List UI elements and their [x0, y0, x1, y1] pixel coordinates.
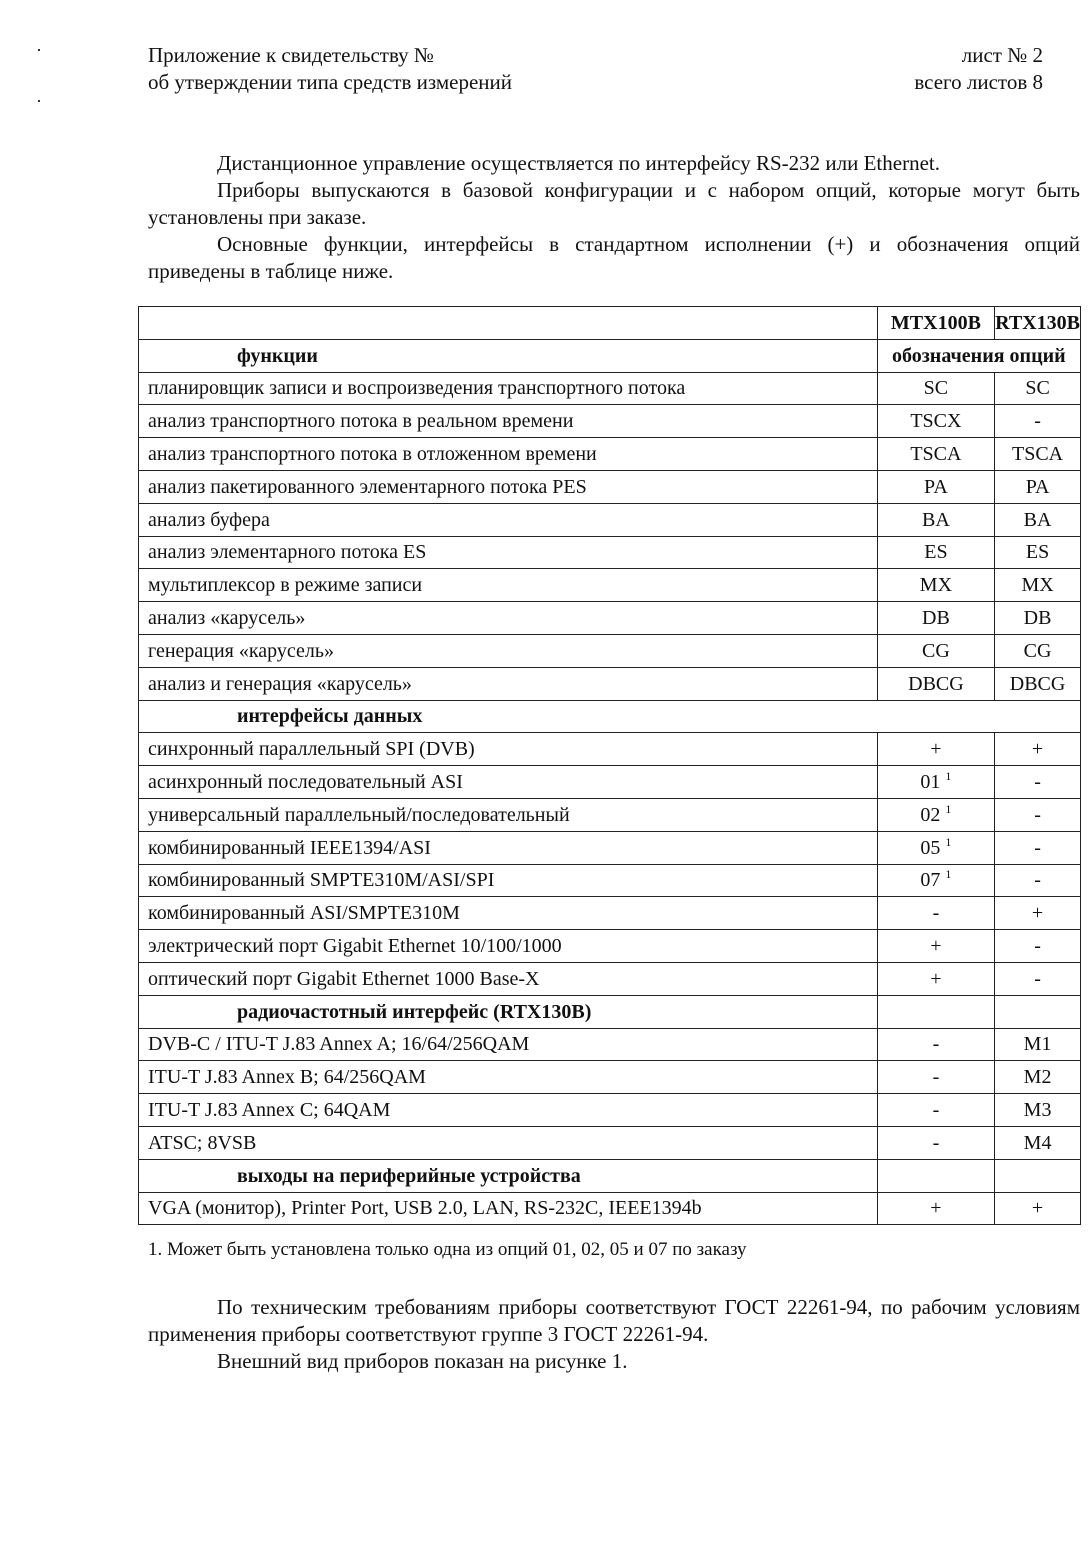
empty-cell	[995, 1159, 1081, 1192]
row-label: анализ буфера	[139, 503, 878, 536]
mtx-value: 01 $^1$	[877, 766, 994, 799]
mtx-value: DBCG	[877, 667, 994, 700]
row-label: мультиплексор в режиме записи	[139, 569, 878, 602]
row-label: комбинированный ASI/SMPTE310M	[139, 897, 878, 930]
closing-section	[148, 1294, 1080, 1375]
table-row	[139, 864, 1081, 897]
rtx-value: -	[995, 930, 1081, 963]
row-label: асинхронный последовательный ASI	[139, 766, 878, 799]
table-row	[139, 569, 1081, 602]
row-label: комбинированный SMPTE310M/ASI/SPI	[139, 864, 878, 897]
rtx-value: -	[995, 405, 1081, 438]
row-label: универсальный параллельный/последовательный	[139, 798, 878, 831]
section-header: выходы на периферийные устройства	[139, 1159, 878, 1192]
options-header: обозначения опций	[877, 339, 1080, 372]
footnote-marker: 1	[945, 801, 952, 816]
intro-paragraph-2: Приборы выпускаются в базовой конфигурации и с набором опций, которые могут быть установлены при заказе.	[148, 178, 1080, 229]
rtx-value: CG	[995, 634, 1081, 667]
table-row	[139, 1028, 1081, 1061]
rtx-value: M1	[995, 1028, 1081, 1061]
table-row	[139, 766, 1081, 799]
certificate-annex-subtitle: об утверждении типа средств измерений	[148, 70, 513, 94]
rtx-value: -	[995, 766, 1081, 799]
rtx-value: -	[995, 962, 1081, 995]
mtx-value: -	[877, 1094, 994, 1127]
footnote-marker: 1	[945, 867, 952, 882]
table-row	[139, 1094, 1081, 1127]
column-header-rtx130b: RTX130B	[995, 307, 1081, 340]
rtx-value: ES	[995, 536, 1081, 569]
empty-cell	[877, 995, 994, 1028]
table-row	[139, 405, 1081, 438]
mtx-value: TSCX	[877, 405, 994, 438]
rtx-value: +	[995, 1192, 1081, 1225]
table-row	[139, 1126, 1081, 1159]
empty-cell	[877, 1159, 994, 1192]
rtx-value: +	[995, 897, 1081, 930]
table-footnote: 1. Может быть установлена только одна из опций 01, 02, 05 и 07 по заказу	[148, 1239, 747, 1260]
rtx-value: +	[995, 733, 1081, 766]
rtx-value: -	[995, 798, 1081, 831]
table-row	[139, 798, 1081, 831]
table-row	[139, 930, 1081, 963]
mtx-value: -	[877, 1126, 994, 1159]
table-row	[139, 1192, 1081, 1225]
table-row	[139, 634, 1081, 667]
table-row	[139, 438, 1081, 471]
mtx-value: +	[877, 1192, 994, 1225]
functions-header: функции	[139, 339, 878, 372]
certificate-annex-title: Приложение к свидетельству №	[148, 43, 434, 67]
row-label: ITU-T J.83 Annex B; 64/256QAM	[139, 1061, 878, 1094]
table-row	[139, 602, 1081, 635]
row-label: анализ и генерация «карусель»	[139, 667, 878, 700]
row-label: планировщик записи и воспроизведения транспортного потока	[139, 372, 878, 405]
mtx-value: MX	[877, 569, 994, 602]
table-row	[139, 372, 1081, 405]
mtx-value: 05 $^1$	[877, 831, 994, 864]
footnote-marker: 1	[945, 769, 952, 784]
table-row	[139, 962, 1081, 995]
mtx-value: BA	[877, 503, 994, 536]
standards-paragraph: По техническим требованиям приборы соответствуют ГОСТ 22261-94, по рабочим условиям применения приборы соответствуют группе 3 ГОСТ 22261-94.	[148, 1295, 1080, 1346]
row-label: DVB-C / ITU-T J.83 Annex A; 16/64/256QAM	[139, 1028, 878, 1061]
mtx-value: 02 $^1$	[877, 798, 994, 831]
document-header-right	[914, 42, 1043, 96]
rtx-value: SC	[995, 372, 1081, 405]
mtx-value: DB	[877, 602, 994, 635]
row-label: анализ транспортного потока в отложенном времени	[139, 438, 878, 471]
table-row	[139, 831, 1081, 864]
mtx-value: -	[877, 1028, 994, 1061]
table-row	[139, 503, 1081, 536]
table-row	[139, 536, 1081, 569]
rtx-value: M4	[995, 1126, 1081, 1159]
mtx-value: 07 $^1$	[877, 864, 994, 897]
table-subheader-row	[139, 339, 1081, 372]
intro-paragraph-1: Дистанционное управление осуществляется по интерфейсу RS-232 или Ethernet.	[217, 151, 940, 175]
footnote-marker: 1	[945, 834, 952, 849]
row-label: генерация «карусель»	[139, 634, 878, 667]
scan-speck	[38, 49, 40, 51]
mtx-value: -	[877, 1061, 994, 1094]
appearance-paragraph: Внешний вид приборов показан на рисунке 1.	[217, 1349, 628, 1373]
intro-section	[148, 150, 1080, 285]
row-label: комбинированный IEEE1394/ASI	[139, 831, 878, 864]
rtx-value: PA	[995, 470, 1081, 503]
mtx-value: -	[877, 897, 994, 930]
mtx-value: +	[877, 733, 994, 766]
row-label: анализ «карусель»	[139, 602, 878, 635]
column-header-mtx100b: MTX100B	[877, 307, 994, 340]
scan-speck	[38, 100, 40, 102]
rtx-value: -	[995, 864, 1081, 897]
sheet-number: лист № 2	[961, 43, 1043, 67]
empty-cell	[995, 995, 1081, 1028]
mtx-value: TSCA	[877, 438, 994, 471]
table-row	[139, 897, 1081, 930]
row-label: анализ элементарного потока ES	[139, 536, 878, 569]
row-label: ATSC; 8VSB	[139, 1126, 878, 1159]
rtx-value: M2	[995, 1061, 1081, 1094]
rtx-value: BA	[995, 503, 1081, 536]
mtx-value: +	[877, 930, 994, 963]
document-header-left	[148, 42, 512, 96]
section-row-peripheral-outputs	[139, 1159, 1081, 1192]
section-row-data-interfaces	[139, 700, 1081, 733]
row-label: ITU-T J.83 Annex C; 64QAM	[139, 1094, 878, 1127]
rtx-value: M3	[995, 1094, 1081, 1127]
table-row	[139, 667, 1081, 700]
rtx-value: TSCA	[995, 438, 1081, 471]
rtx-value: MX	[995, 569, 1081, 602]
rtx-value: DBCG	[995, 667, 1081, 700]
rtx-value: DB	[995, 602, 1081, 635]
header-empty-cell	[139, 307, 878, 340]
table-header-row	[139, 307, 1081, 340]
section-row-rf-interface	[139, 995, 1081, 1028]
intro-paragraph-3: Основные функции, интерфейсы в стандартном исполнении (+) и обозначения опций приведены в таблице ниже.	[148, 232, 1080, 283]
mtx-value: CG	[877, 634, 994, 667]
sheet-total: всего листов 8	[914, 70, 1043, 94]
mtx-value: ES	[877, 536, 994, 569]
mtx-value: +	[877, 962, 994, 995]
row-label: электрический порт Gigabit Ethernet 10/100/1000	[139, 930, 878, 963]
table-row	[139, 1061, 1081, 1094]
row-label: анализ пакетированного элементарного потока PES	[139, 470, 878, 503]
rtx-value: -	[995, 831, 1081, 864]
row-label: оптический порт Gigabit Ethernet 1000 Base-X	[139, 962, 878, 995]
mtx-value: PA	[877, 470, 994, 503]
row-label: анализ транспортного потока в реальном времени	[139, 405, 878, 438]
row-label: синхронный параллельный SPI (DVB)	[139, 733, 878, 766]
table-row	[139, 733, 1081, 766]
section-header: радиочастотный интерфейс (RTX130B)	[139, 995, 878, 1028]
section-header: интерфейсы данных	[139, 700, 1081, 733]
row-label: VGA (монитор), Printer Port, USB 2.0, LAN, RS-232C, IEEE1394b	[139, 1192, 878, 1225]
table-row	[139, 470, 1081, 503]
options-table	[138, 306, 1081, 1225]
mtx-value: SC	[877, 372, 994, 405]
